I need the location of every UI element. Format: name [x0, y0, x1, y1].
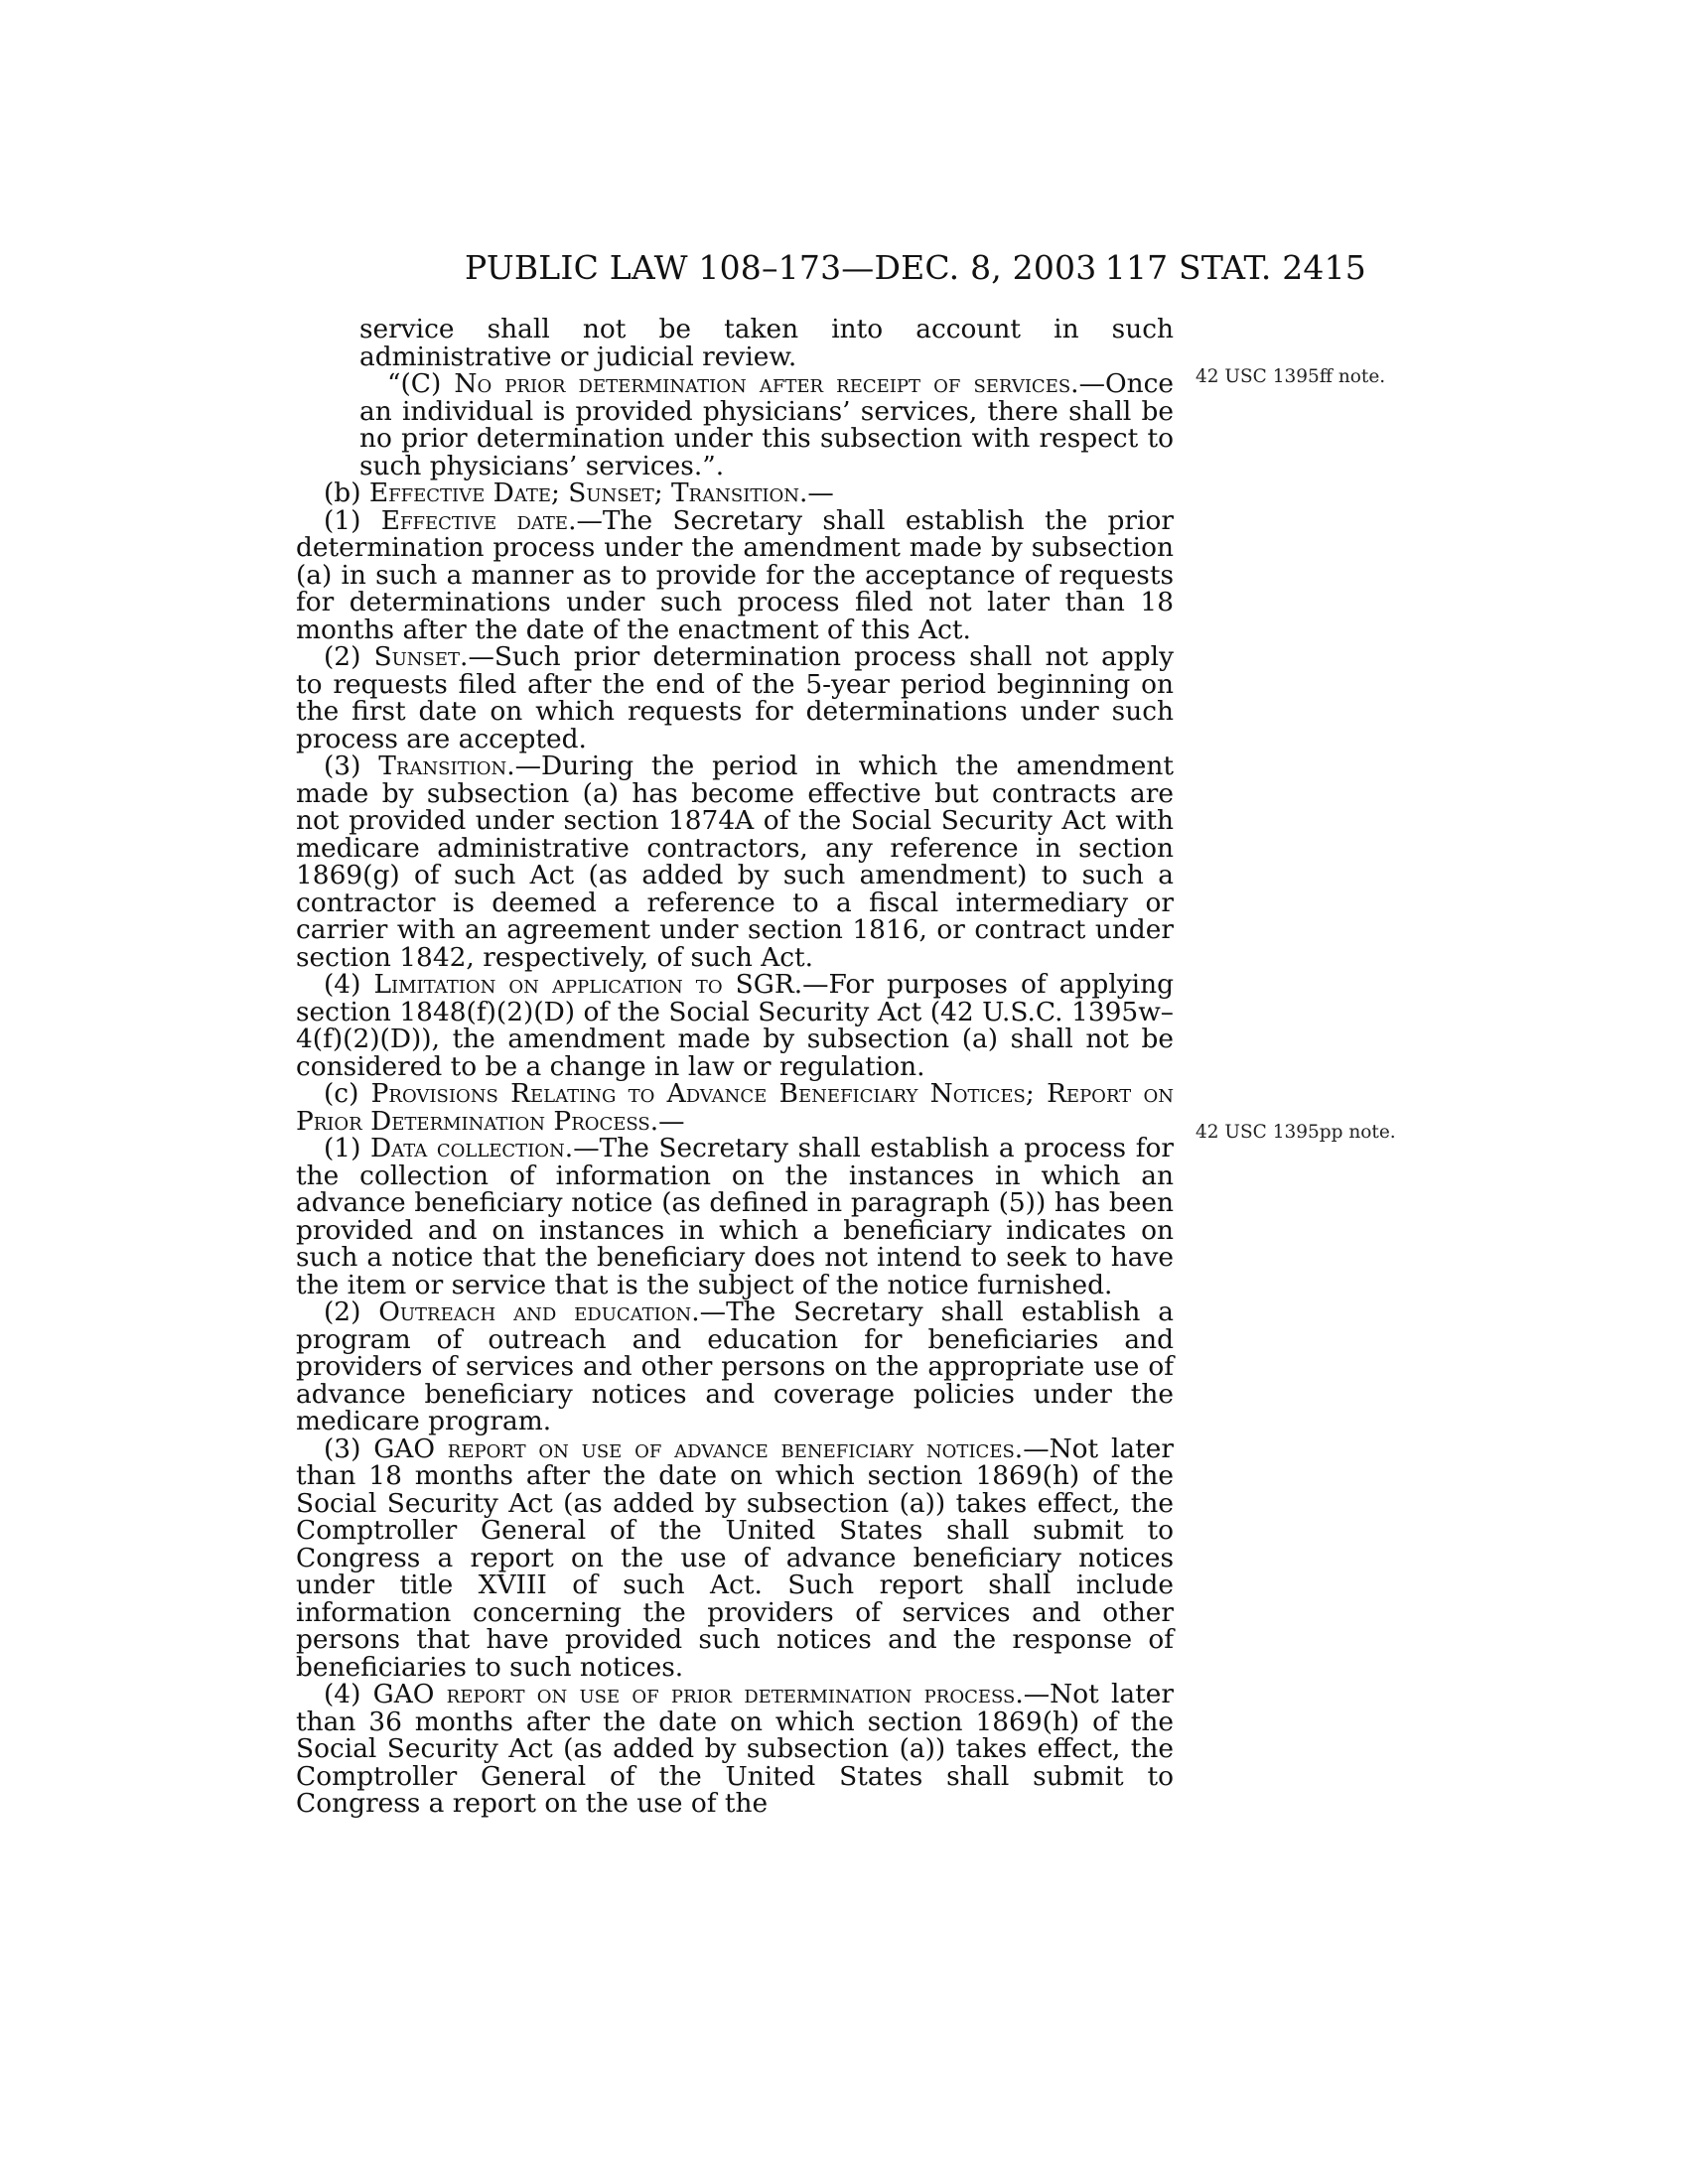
paragraph-text: — [807, 478, 834, 508]
paragraph-heading: Outreach and education. [378, 1297, 700, 1327]
paragraph-heading: Sunset. [373, 641, 469, 672]
paragraph-text: —The Secretary shall establish a program of outreach and education for beneficiaries and providers of services and other persons on the appropriate use of advance beneficiary notices and coverage policies under the medicare program. [296, 1297, 1174, 1436]
paragraph-heading: report on use of advance beneficiary notices. [447, 1433, 1024, 1464]
paragraph-text: —During the period in which the amendment made by subsection (a) has become effective but contracts are not provided under section 1874A of the Social Security Act with medicare administrative contractors, any reference in section 1869(g) of such Act (as added by such amendment) to such a contractor is deemed a reference to a fiscal intermediary or carrier with an agreement under section 1816, or contract under section 1842, respectively, of such Act. [296, 751, 1174, 973]
paragraph-heading: Provisions Relating to Advance Beneficiary Notices; Report on Prior Determination Process. [296, 1078, 1174, 1137]
paragraph-text: —The Secretary shall establish the prior determination process under the amendment made by subsection (a) in such a manner as to provide for the acceptance of requests for determinations under such process filed not later than 18 months after the date of the enactment of this Act. [296, 504, 1174, 645]
paragraph-heading: Effective date. [380, 504, 577, 536]
paragraph-continued [296, 316, 1174, 370]
statute-text [296, 316, 1174, 1818]
margin-note-2: 42 USC 1395pp note. [1196, 1122, 1396, 1143]
subsection-b [296, 479, 1174, 507]
paragraph-heading: Data collection. [370, 1133, 574, 1163]
margin-note-1: 42 USC 1395ff note. [1196, 366, 1386, 387]
paragraph-heading-gao: GAO [372, 1679, 447, 1709]
paragraph-text: —Not later than 36 months after the date on which section 1869(h) of the Social Security Act (as added by subsection (a)) takes effect, the Comptroller General of the United States shall submit to Congress a report on the use of the [296, 1679, 1174, 1819]
subsection-c [296, 1080, 1174, 1135]
paragraph-number: (1) [324, 1133, 371, 1163]
paragraph-text: —Not later than 18 months after the date on which section 1869(h) of the Social Security Act (as added by subsection (a)) takes effect, the Comptroller General of the United States shall submit to Congress a report on the use of advance beneficiary notices under title XVIII of such Act. Such report shall include information concerning the providers of services and other persons that have provided such notices and the response of beneficiaries to such notices. [296, 1433, 1174, 1683]
paragraph-b1 [296, 504, 1174, 645]
paragraph-C [296, 370, 1174, 479]
paragraph-c3 [296, 1435, 1174, 1682]
paragraph-c1 [296, 1135, 1174, 1298]
paragraph-number: (b) [324, 478, 369, 508]
paragraph-number: (4) [324, 969, 374, 1000]
paragraph-heading: Limitation on application to SGR. [373, 969, 803, 1000]
paragraph-number: (2) [324, 641, 374, 672]
paragraph-b3 [296, 752, 1174, 971]
paragraph-number: (1) [324, 504, 381, 536]
paragraph-c2 [296, 1298, 1174, 1435]
paragraph-text: —The Secretary shall establish a process for the collection of information on the instances in which an advance beneficiary notice (as defined in paragraph (5)) has been provided and on instances in which a beneficiary indicates on such a notice that the beneficiary does not intend to seek to have the item or service that is the subject of the notice furnished. [296, 1133, 1174, 1300]
paragraph-number: (3) [324, 751, 379, 781]
paragraph-number: (3) [324, 1433, 374, 1464]
paragraph-b2 [296, 643, 1174, 752]
paragraph-heading: Effective Date; Sunset; Transition. [368, 478, 808, 508]
paragraph-number: (c) [324, 1078, 371, 1109]
paragraph-heading: No prior determination after receipt of services. [454, 368, 1079, 399]
paragraph-heading: Transition. [378, 751, 515, 781]
paragraph-text: — [658, 1105, 685, 1137]
paragraph-text: —Such prior determination process shall not apply to requests filed after the end of the 5-year period beginning on the first date on which requests for determinations under such process are accepted. [296, 641, 1175, 754]
paragraph-heading-gao: GAO [373, 1433, 448, 1464]
running-header-title: PUBLIC LAW 108–173—DEC. 8, 2003 [465, 248, 1097, 287]
paragraph-text: —Once an individual is provided physicians’ services, there shall be no prior determination under this subsection with respect to such physicians’ services.”. [359, 368, 1174, 481]
paragraph-number: (4) [324, 1679, 373, 1709]
paragraph-heading: report on use of prior determination process. [446, 1679, 1024, 1709]
paragraph-text: —For purposes of applying section 1848(f)(2)(D) of the Social Security Act (42 U.S.C. 1395w–4(f)(2)(D)), the amendment made by subsection (a) shall not be considered to be a change in law or regulation. [296, 969, 1174, 1082]
paragraph-text: service shall not be taken into account in such administrative or judicial review. [359, 314, 1174, 372]
page-number: 117 STAT. 2415 [1104, 248, 1366, 287]
paragraph-b4 [296, 971, 1174, 1080]
paragraph-number: (2) [324, 1297, 379, 1327]
paragraph-number: “(C) [387, 368, 455, 399]
paragraph-c4 [296, 1681, 1174, 1818]
